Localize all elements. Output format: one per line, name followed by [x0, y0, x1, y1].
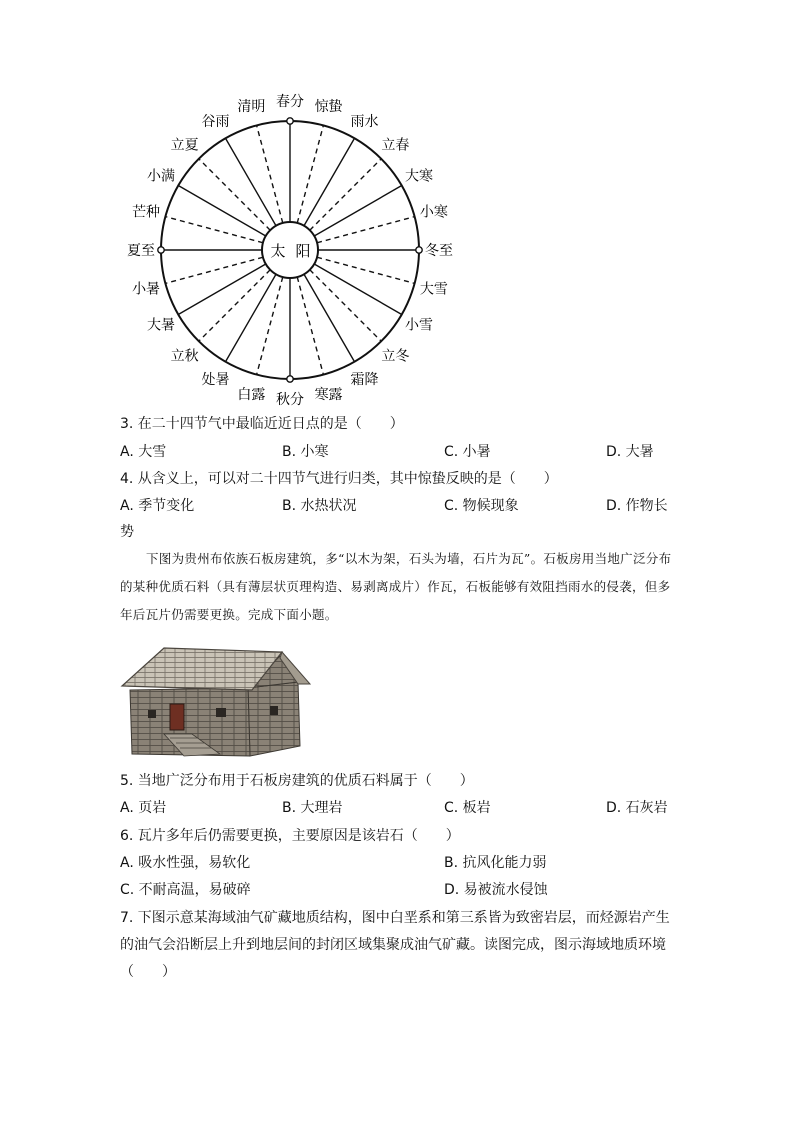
spoke-13: [257, 277, 283, 375]
stone-slab-house-image: [120, 638, 316, 760]
q5-option-b[interactable]: B. 大理岩: [282, 800, 343, 816]
passage-text: 下图为贵州布依族石板房建筑，多“以木为架，石头为墙，石片为瓦”。石板房用当地广泛分布的某种优质石料（具有薄层状页理构造、易剥离成片）作瓦，石板能够有效阻挡雨水的侵袭，但多年后瓦片仍需要更换。完成下面小题。: [120, 551, 672, 622]
spoke-20: [178, 186, 265, 237]
term-label: 小雪: [405, 317, 434, 334]
spoke-5: [317, 217, 415, 243]
question-4-stem: 4. 从含义上，可以对二十四节气进行归类，其中惊蛰反映的是（ ）: [120, 471, 558, 487]
term-marker-dot: [287, 118, 293, 124]
term-marker-dot: [287, 376, 293, 382]
spoke-2: [304, 138, 355, 225]
q3-option-d[interactable]: D. 大暑: [606, 444, 654, 460]
term-label: 小寒: [419, 204, 448, 221]
question-6-stem: 6. 瓦片多年后仍需要更换，主要原因是该岩石（ ）: [120, 828, 460, 844]
q4-option-b[interactable]: B. 水热状况: [282, 498, 357, 514]
spoke-9: [310, 270, 381, 341]
term-label: 寒露: [314, 386, 343, 403]
term-label: 大暑: [146, 317, 175, 334]
term-label: 芒种: [132, 204, 161, 221]
spoke-8: [314, 264, 401, 315]
term-label: 雨水: [350, 113, 379, 130]
term-label: 白露: [237, 386, 266, 403]
term-label: 霜降: [350, 372, 379, 389]
term-label: 冬至: [425, 243, 453, 259]
question-7-line-1: 7. 下图示意某海域油气矿藏地质结构，图中白垩系和第三系皆为致密岩层，而烃源岩产生: [120, 910, 670, 926]
spoke-21: [199, 159, 270, 230]
question-5-stem: 5. 当地广泛分布用于石板房建筑的优质石料属于（ ）: [120, 773, 474, 789]
term-marker-dot: [416, 247, 422, 253]
term-label: 夏至: [127, 243, 155, 259]
q3-option-a[interactable]: A. 大雪: [120, 444, 167, 460]
sun-label-left: 太: [270, 242, 286, 260]
term-marker-dot: [158, 247, 164, 253]
question-3-stem: 3. 在二十四节气中最临近近日点的是（ ）: [120, 416, 404, 432]
term-label: 立秋: [170, 348, 199, 365]
q4-option-d-wrap: 势: [120, 524, 134, 540]
q5-option-a[interactable]: A. 页岩: [120, 800, 167, 816]
spoke-19: [165, 217, 263, 243]
q6-option-d[interactable]: D. 易被流水侵蚀: [444, 882, 548, 898]
q5-option-c[interactable]: C. 板岩: [444, 800, 491, 816]
spoke-11: [297, 277, 323, 375]
spoke-7: [317, 257, 415, 283]
solar-terms-diagram: [100, 90, 500, 410]
q4-option-a[interactable]: A. 季节变化: [120, 498, 195, 514]
q6-option-c[interactable]: C. 不耐高温，易破碎: [120, 882, 251, 898]
spoke-16: [178, 264, 265, 315]
q3-option-b[interactable]: B. 小寒: [282, 444, 329, 460]
spoke-22: [226, 138, 277, 225]
q4-option-d[interactable]: D. 作物长: [606, 498, 668, 514]
spoke-1: [297, 125, 323, 223]
spoke-4: [314, 186, 401, 237]
spoke-17: [165, 257, 263, 283]
term-label: 立夏: [170, 137, 199, 154]
term-label: 大雪: [419, 281, 448, 298]
term-label: 处暑: [201, 372, 230, 389]
sun-label-right: 阳: [295, 242, 311, 260]
spoke-3: [310, 159, 381, 230]
q4-option-c[interactable]: C. 物候现象: [444, 498, 519, 514]
q6-option-b[interactable]: B. 抗风化能力弱: [444, 855, 547, 871]
q5-option-d[interactable]: D. 石灰岩: [606, 800, 668, 816]
term-label: 清明: [237, 99, 266, 116]
question-7-line-2: 的油气会沿断层上升到地层间的封闭区域集聚成油气矿藏。读图完成，图示海域地质环境: [120, 937, 666, 953]
term-label: 谷雨: [201, 113, 230, 130]
term-label: 惊蛰: [314, 99, 343, 116]
spoke-10: [304, 274, 355, 361]
term-label: 秋分: [276, 392, 304, 408]
term-label: 春分: [276, 94, 304, 110]
passage-paragraph: [120, 545, 680, 629]
term-label: 立冬: [381, 348, 410, 365]
term-label: 小满: [146, 168, 175, 185]
q3-option-c[interactable]: C. 小暑: [444, 444, 491, 460]
question-7-line-3: （ ）: [120, 964, 176, 980]
term-label: 小暑: [132, 281, 161, 298]
term-label: 立春: [381, 137, 410, 154]
term-label: 大寒: [405, 168, 434, 185]
q6-option-a[interactable]: A. 吸水性强，易软化: [120, 855, 251, 871]
spoke-14: [226, 274, 277, 361]
spoke-23: [257, 125, 283, 223]
spoke-15: [199, 270, 270, 341]
